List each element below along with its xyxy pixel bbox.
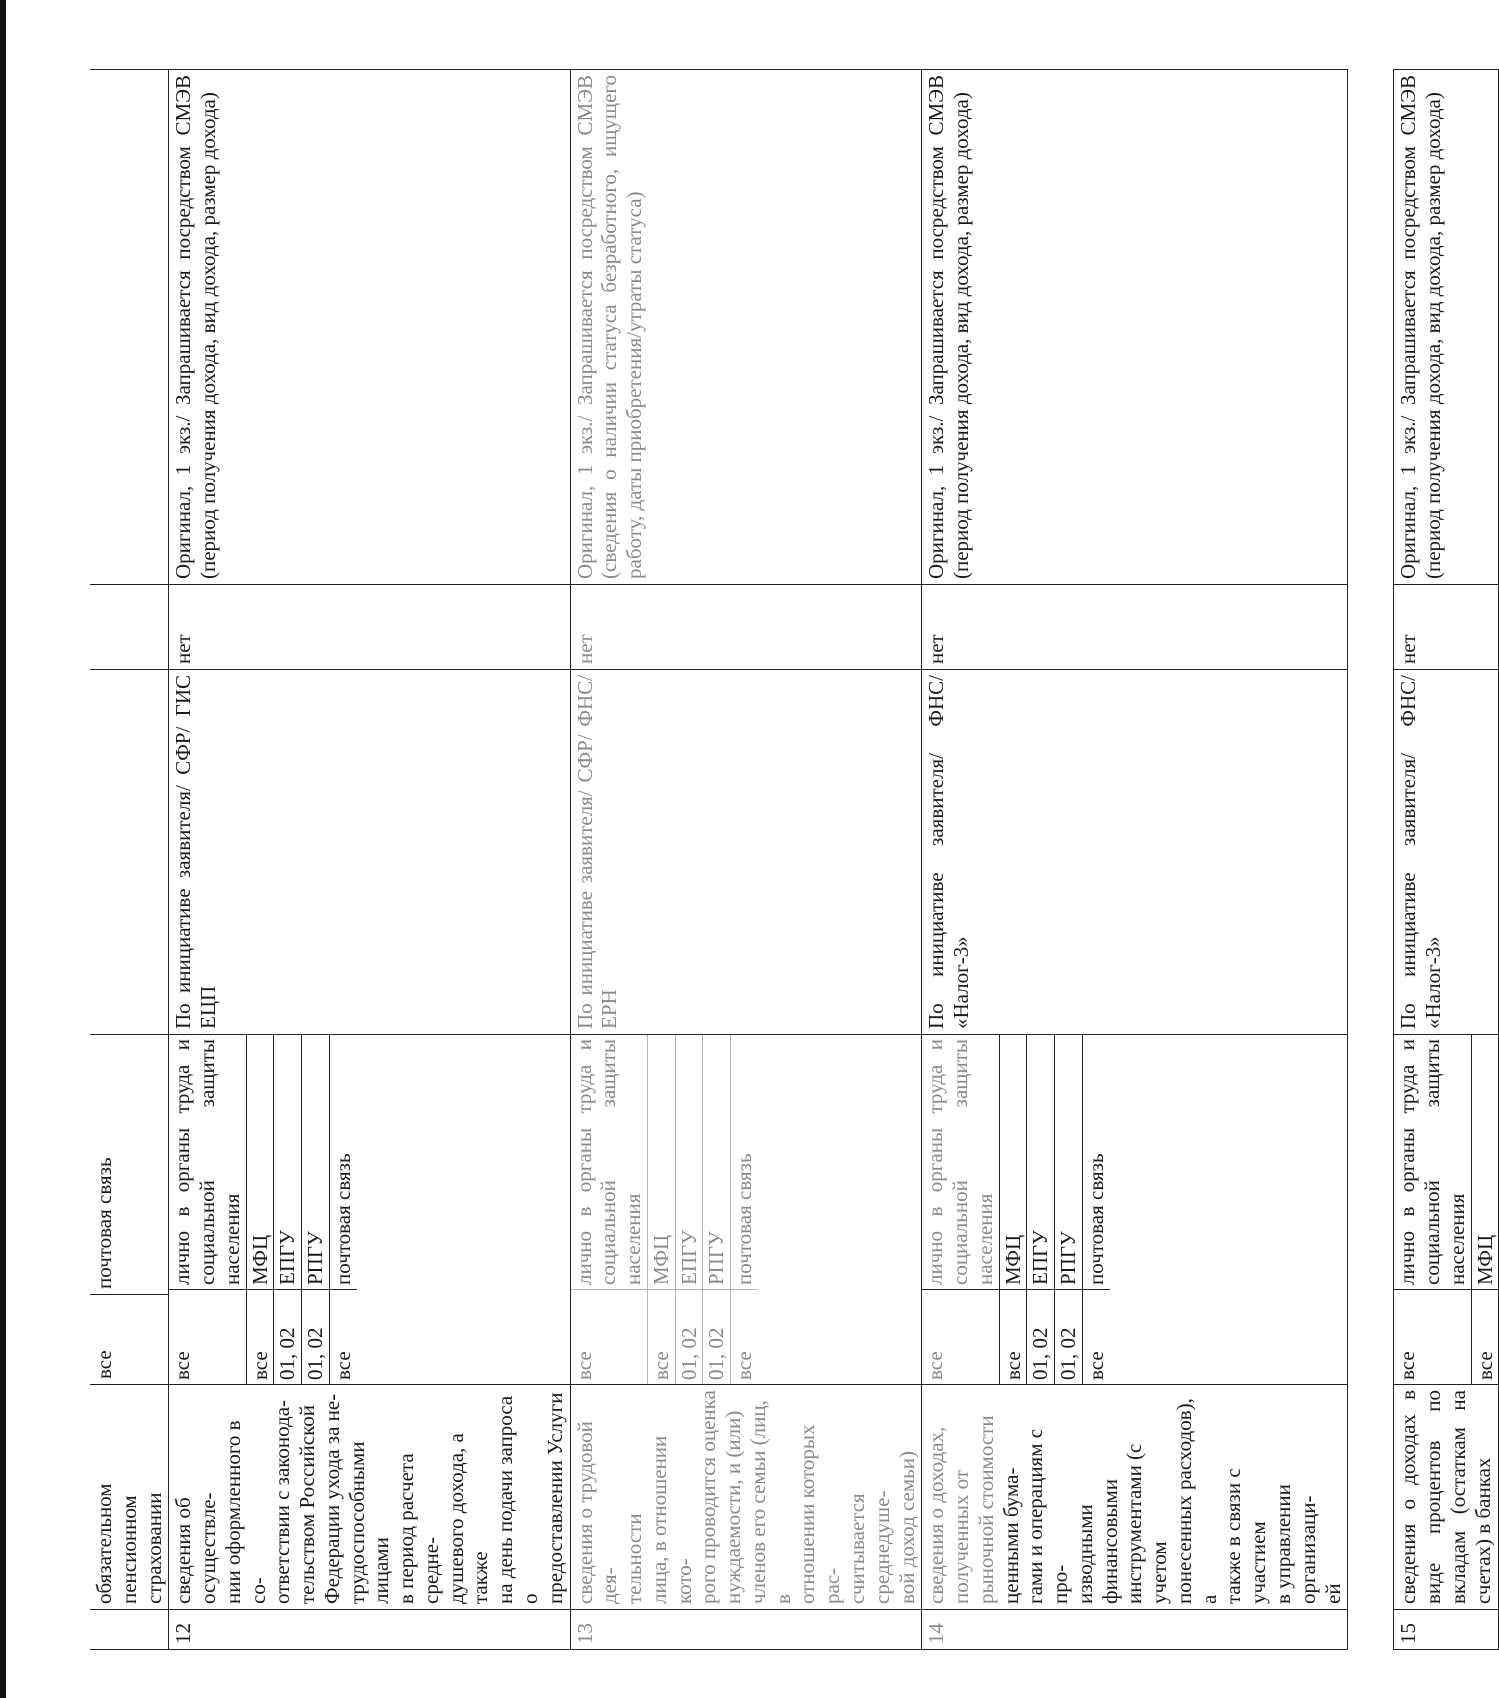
required-cell: нет: [169, 585, 570, 670]
note-cell: Оригинал, 1 экз./ Запрашивается посредством СМЭВ (период получения дохода, вид дохода, размер дохода): [169, 70, 570, 585]
source-cell: [90, 670, 169, 1035]
scan-edge: [0, 0, 6, 1698]
how-cell: МФЦ: [647, 1035, 675, 1290]
source-cell: По инициативе заявителя/ ФНС/ «Налог-3»: [1394, 670, 1499, 1035]
how-cell: лично в органы труда и социальной защиты населения: [170, 1039, 244, 1285]
how-cell: ЕПГУ: [274, 1035, 302, 1290]
doc-line: понесенных расходов), а: [1171, 1398, 1221, 1604]
row-number: 14: [922, 1610, 1348, 1650]
doc-line: трудоспособными лицами: [344, 1441, 394, 1604]
who-cell: 01, 02: [1055, 1290, 1083, 1385]
submission-cell: [570, 1035, 922, 1385]
doc-line: сведения о трудовой дея-: [572, 1421, 622, 1604]
note-cell: Оригинал, 1 экз./ Запрашивается посредством СМЭВ (период получения дохода, вид дохода, размер дохода): [922, 70, 1348, 585]
who-cell: все: [571, 1290, 648, 1385]
who-cell: все: [1082, 1290, 1109, 1385]
doc-cell: сведения о доходах в виде процентов по вкладам (остаткам на счетах) в банках: [1394, 1385, 1499, 1610]
blank-gap: [1348, 70, 1394, 1650]
doc-line: ответствии с законода-: [270, 1399, 295, 1604]
how-cell: почтовая связь: [329, 1035, 356, 1290]
row-number: 15: [1394, 1610, 1499, 1650]
doc-line: отношении которых рас-: [795, 1424, 845, 1604]
how-cell: РПГУ: [1055, 1035, 1083, 1290]
doc-line: инструментами (с учетом: [1122, 1443, 1172, 1604]
doc-line: предоставлении Услуги: [542, 1392, 567, 1604]
note-cell: [90, 70, 169, 585]
rotated-document-page: [90, 70, 1497, 1650]
doc-line: на день подачи запроса о: [493, 1395, 543, 1604]
table-row-15: [1394, 70, 1499, 1650]
source-cell: По инициативе заявителя/ СФР/ ГИС ЕЦП: [169, 670, 570, 1035]
doc-line: нии оформленного в со-: [220, 1420, 270, 1604]
source-cell: По инициативе заявителя/ СФР/ ФНС/ ЕРН: [570, 670, 922, 1035]
source-cell: По инициативе заявителя/ ФНС/ «Налог-3»: [922, 670, 1348, 1035]
doc-line: тельством Российской: [295, 1405, 320, 1604]
doc-line: полученных от: [949, 1469, 974, 1604]
num-cell: [90, 1610, 169, 1650]
doc-line: изводными финансовыми: [1072, 1478, 1122, 1604]
doc-line: сведения о доходах,: [924, 1426, 949, 1604]
doc-line: тельности: [622, 1513, 647, 1604]
note-cell: Оригинал, 1 экз./ Запрашивается посредством СМЭВ (период получения дохода, вид дохода, размер дохода): [1394, 70, 1499, 585]
who-cell: 01, 02: [675, 1290, 703, 1385]
doc-line: в период расчета средне-: [394, 1453, 443, 1604]
required-cell: нет: [922, 585, 1348, 670]
doc-cell: [570, 1385, 922, 1610]
doc-cell: обязательном пенсионном страховании: [90, 1385, 169, 1610]
doc-cell: [922, 1385, 1348, 1610]
doc-line: гами и операциям с про-: [1023, 1428, 1073, 1604]
doc-line: вой доход семьи): [894, 1451, 919, 1604]
row-number: 12: [169, 1610, 570, 1650]
who-cell: все: [246, 1290, 274, 1385]
how-cell: ЕПГУ: [1027, 1035, 1055, 1290]
doc-line: ей: [1320, 1583, 1345, 1604]
how-cell: почтовая связь: [1082, 1035, 1109, 1290]
how-cell: лично в органы труда и социальной защиты населения: [923, 1039, 997, 1285]
documents-table: [90, 69, 1499, 1650]
how-cell: РПГУ: [302, 1035, 330, 1290]
who-cell: все: [90, 1295, 169, 1385]
table-row-12: [169, 70, 570, 1650]
doc-line: также в связи с участием: [1221, 1468, 1271, 1604]
doc-line: душевого дохода, а также: [443, 1433, 493, 1604]
who-cell: 01, 02: [1027, 1290, 1055, 1385]
who-cell: все: [1394, 1290, 1471, 1385]
how-cell: РПГУ: [703, 1035, 731, 1290]
submission-cell: [169, 1035, 570, 1385]
doc-line: считывается среднедуше-: [844, 1490, 894, 1604]
table-row-14: [922, 70, 1348, 1650]
how-cell: лично в органы труда и социальной защиты населения: [1395, 1039, 1469, 1285]
required-cell: [90, 585, 169, 670]
submission-cell: [1394, 1035, 1499, 1385]
doc-line: рого проводится оценка: [696, 1390, 721, 1604]
submission-subtable: [571, 1035, 758, 1384]
doc-line: ценными бума-: [998, 1467, 1023, 1604]
who-cell: все: [329, 1290, 356, 1385]
how-cell: почтовая связь: [90, 1035, 169, 1295]
how-cell: ЕПГУ: [675, 1035, 703, 1290]
doc-cell: [169, 1385, 570, 1610]
how-cell: МФЦ: [999, 1035, 1027, 1290]
doc-line: сведения об осуществле-: [171, 1492, 221, 1604]
submission-cell: [922, 1035, 1348, 1385]
submission-subtable: [922, 1035, 1109, 1384]
who-cell: все: [731, 1290, 758, 1385]
doc-line: лица, в отношении кото-: [646, 1435, 696, 1604]
doc-line: рыночной стоимости: [973, 1415, 998, 1604]
note-cell: Оригинал, 1 экз./ Запрашивается посредством СМЭВ (сведения о наличии статуса безработного, ищущего работу, даты приобретения/утраты статуса): [570, 70, 922, 585]
doc-line: нуждаемости, и (или): [721, 1410, 746, 1604]
who-cell: все: [922, 1290, 999, 1385]
table-row-prev: [90, 70, 169, 1650]
table-row-13: [570, 70, 922, 1650]
who-cell: 01, 02: [274, 1290, 302, 1385]
doc-line: членов его семьи (лиц, в: [745, 1400, 795, 1604]
who-cell: все: [1471, 1290, 1498, 1385]
who-cell: 01, 02: [302, 1290, 330, 1385]
how-cell: лично в органы труда и социальной защиты населения: [571, 1039, 646, 1285]
required-cell: нет: [570, 585, 922, 670]
how-cell: МФЦ: [1471, 1035, 1498, 1290]
row-number: 13: [570, 1610, 922, 1650]
who-cell: все: [999, 1290, 1027, 1385]
who-cell: все: [647, 1290, 675, 1385]
submission-subtable: [169, 1035, 356, 1384]
how-cell: МФЦ: [246, 1035, 274, 1290]
who-cell: все: [169, 1290, 246, 1385]
submission-subtable: [1394, 1035, 1498, 1384]
how-cell: почтовая связь: [731, 1035, 758, 1290]
who-cell: 01, 02: [703, 1290, 731, 1385]
doc-line: в управлении организаци-: [1270, 1484, 1320, 1604]
doc-line: Федерации ухода за не-: [319, 1393, 344, 1604]
required-cell: нет: [1394, 585, 1499, 670]
